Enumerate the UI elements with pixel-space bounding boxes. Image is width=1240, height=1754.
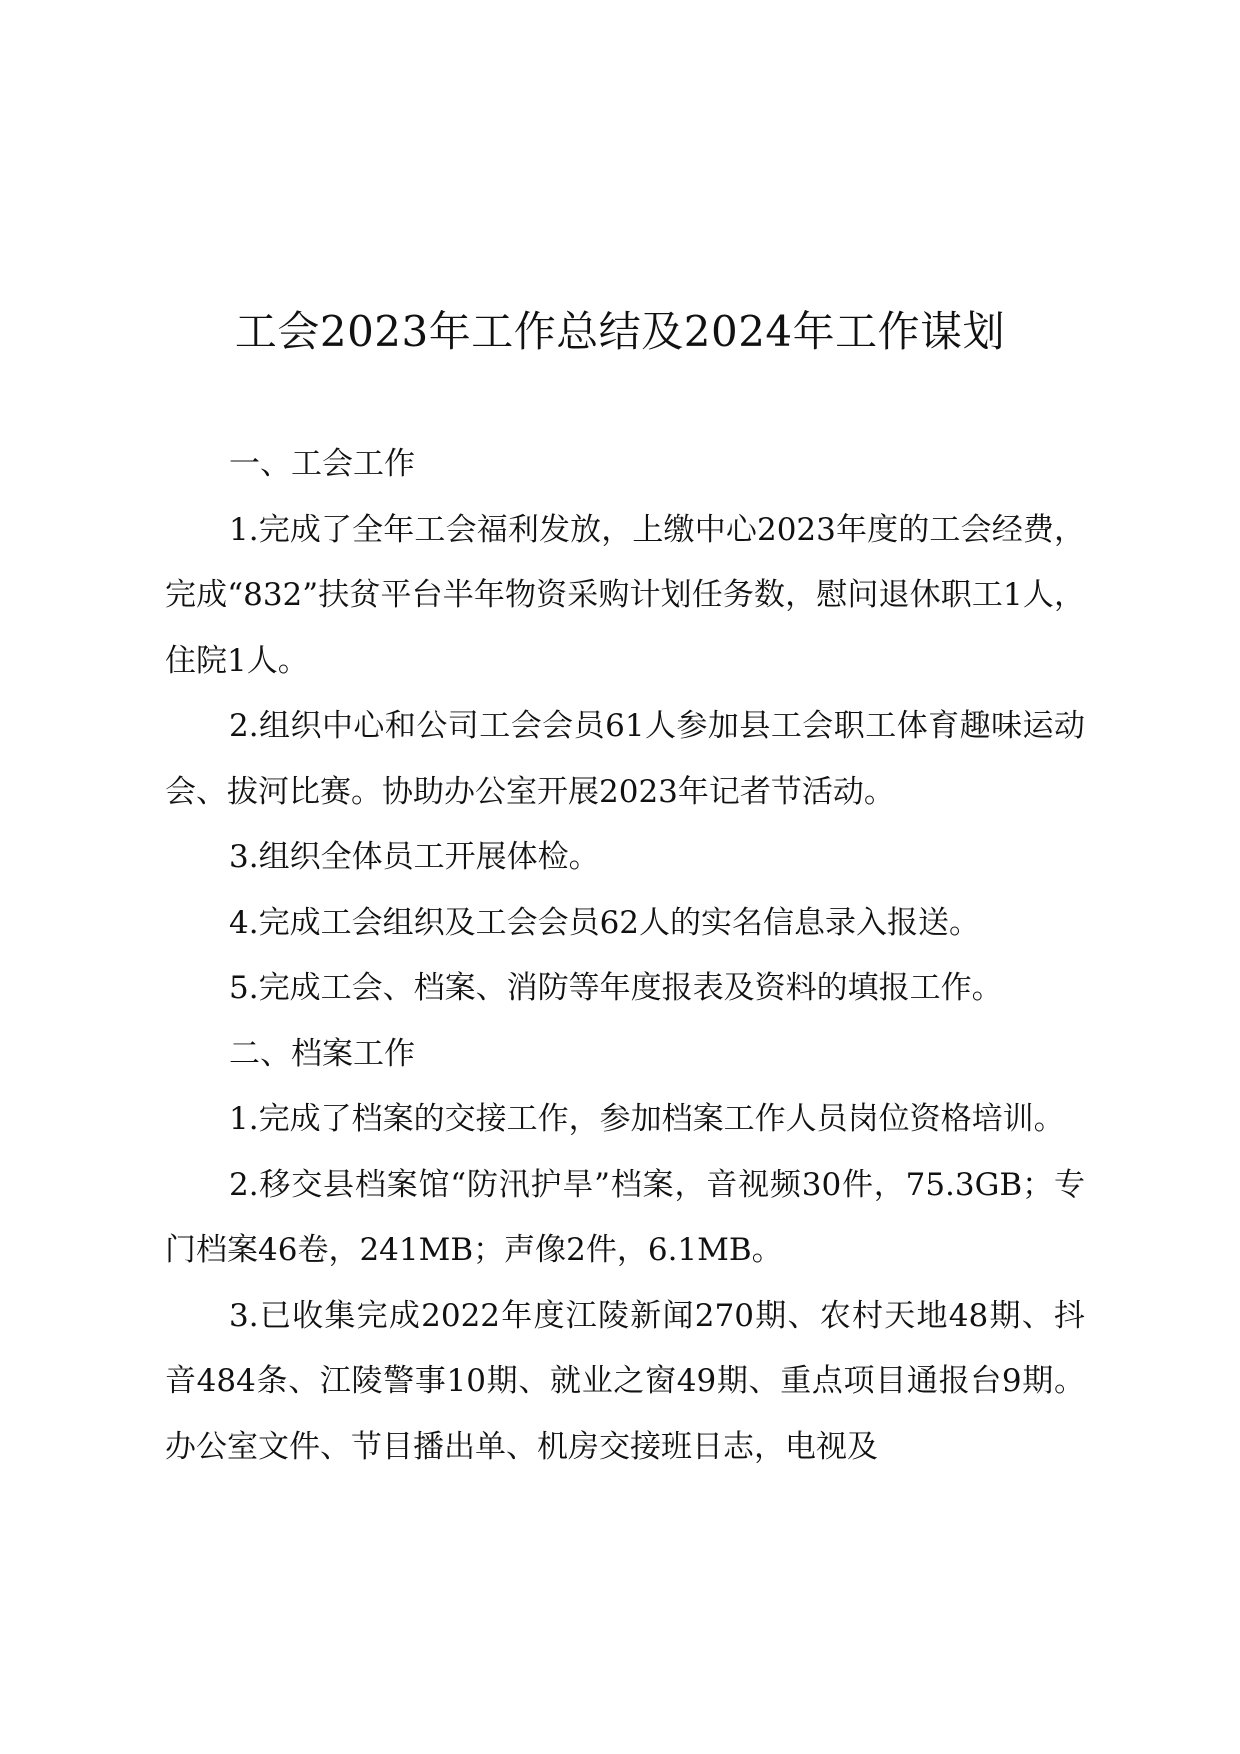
list-item: 5.完成工会、档案、消防等年度报表及资料的填报工作。: [229, 970, 1003, 1006]
list-item: 2.移交县档案馆“防汛护旱”档案，音视频30件，75.3GB；专门档案46卷，241MB；声像2件，6.1MB。: [165, 1166, 1085, 1268]
section-heading-archive-work: 二、档案工作: [229, 1035, 415, 1072]
list-item: 4.完成工会组织及工会会员62人的实名信息录入报送。: [229, 904, 981, 941]
list-item: 3.已收集完成2022年度江陵新闻270期、农村天地48期、抖音484条、江陵警事10期、就业之窗49期、重点项目通报台9期。办公室文件、节目播出单、机房交接班日志，电视及: [165, 1297, 1085, 1465]
document-body: [165, 432, 1085, 1480]
section-heading-union-work: 一、工会工作: [229, 446, 415, 482]
list-item: 1.完成了全年工会福利发放，上缴中心2023年度的工会经费，完成“832”扶贫平台半年物资采购计划任务数，慰问退休职工1人，住院1人。: [165, 511, 1085, 679]
list-item: 3.组织全体员工开展体检。: [229, 839, 600, 875]
document-title: 工会2023年工作总结及2024年工作谋划: [234, 307, 1006, 356]
list-item: 1.完成了档案的交接工作，参加档案工作人员岗位资格培训。: [229, 1101, 1065, 1137]
list-item: 2.组织中心和公司工会会员61人参加县工会职工体育趣味运动会、拔河比赛。协助办公室开展2023年记者节活动。: [165, 708, 1085, 810]
